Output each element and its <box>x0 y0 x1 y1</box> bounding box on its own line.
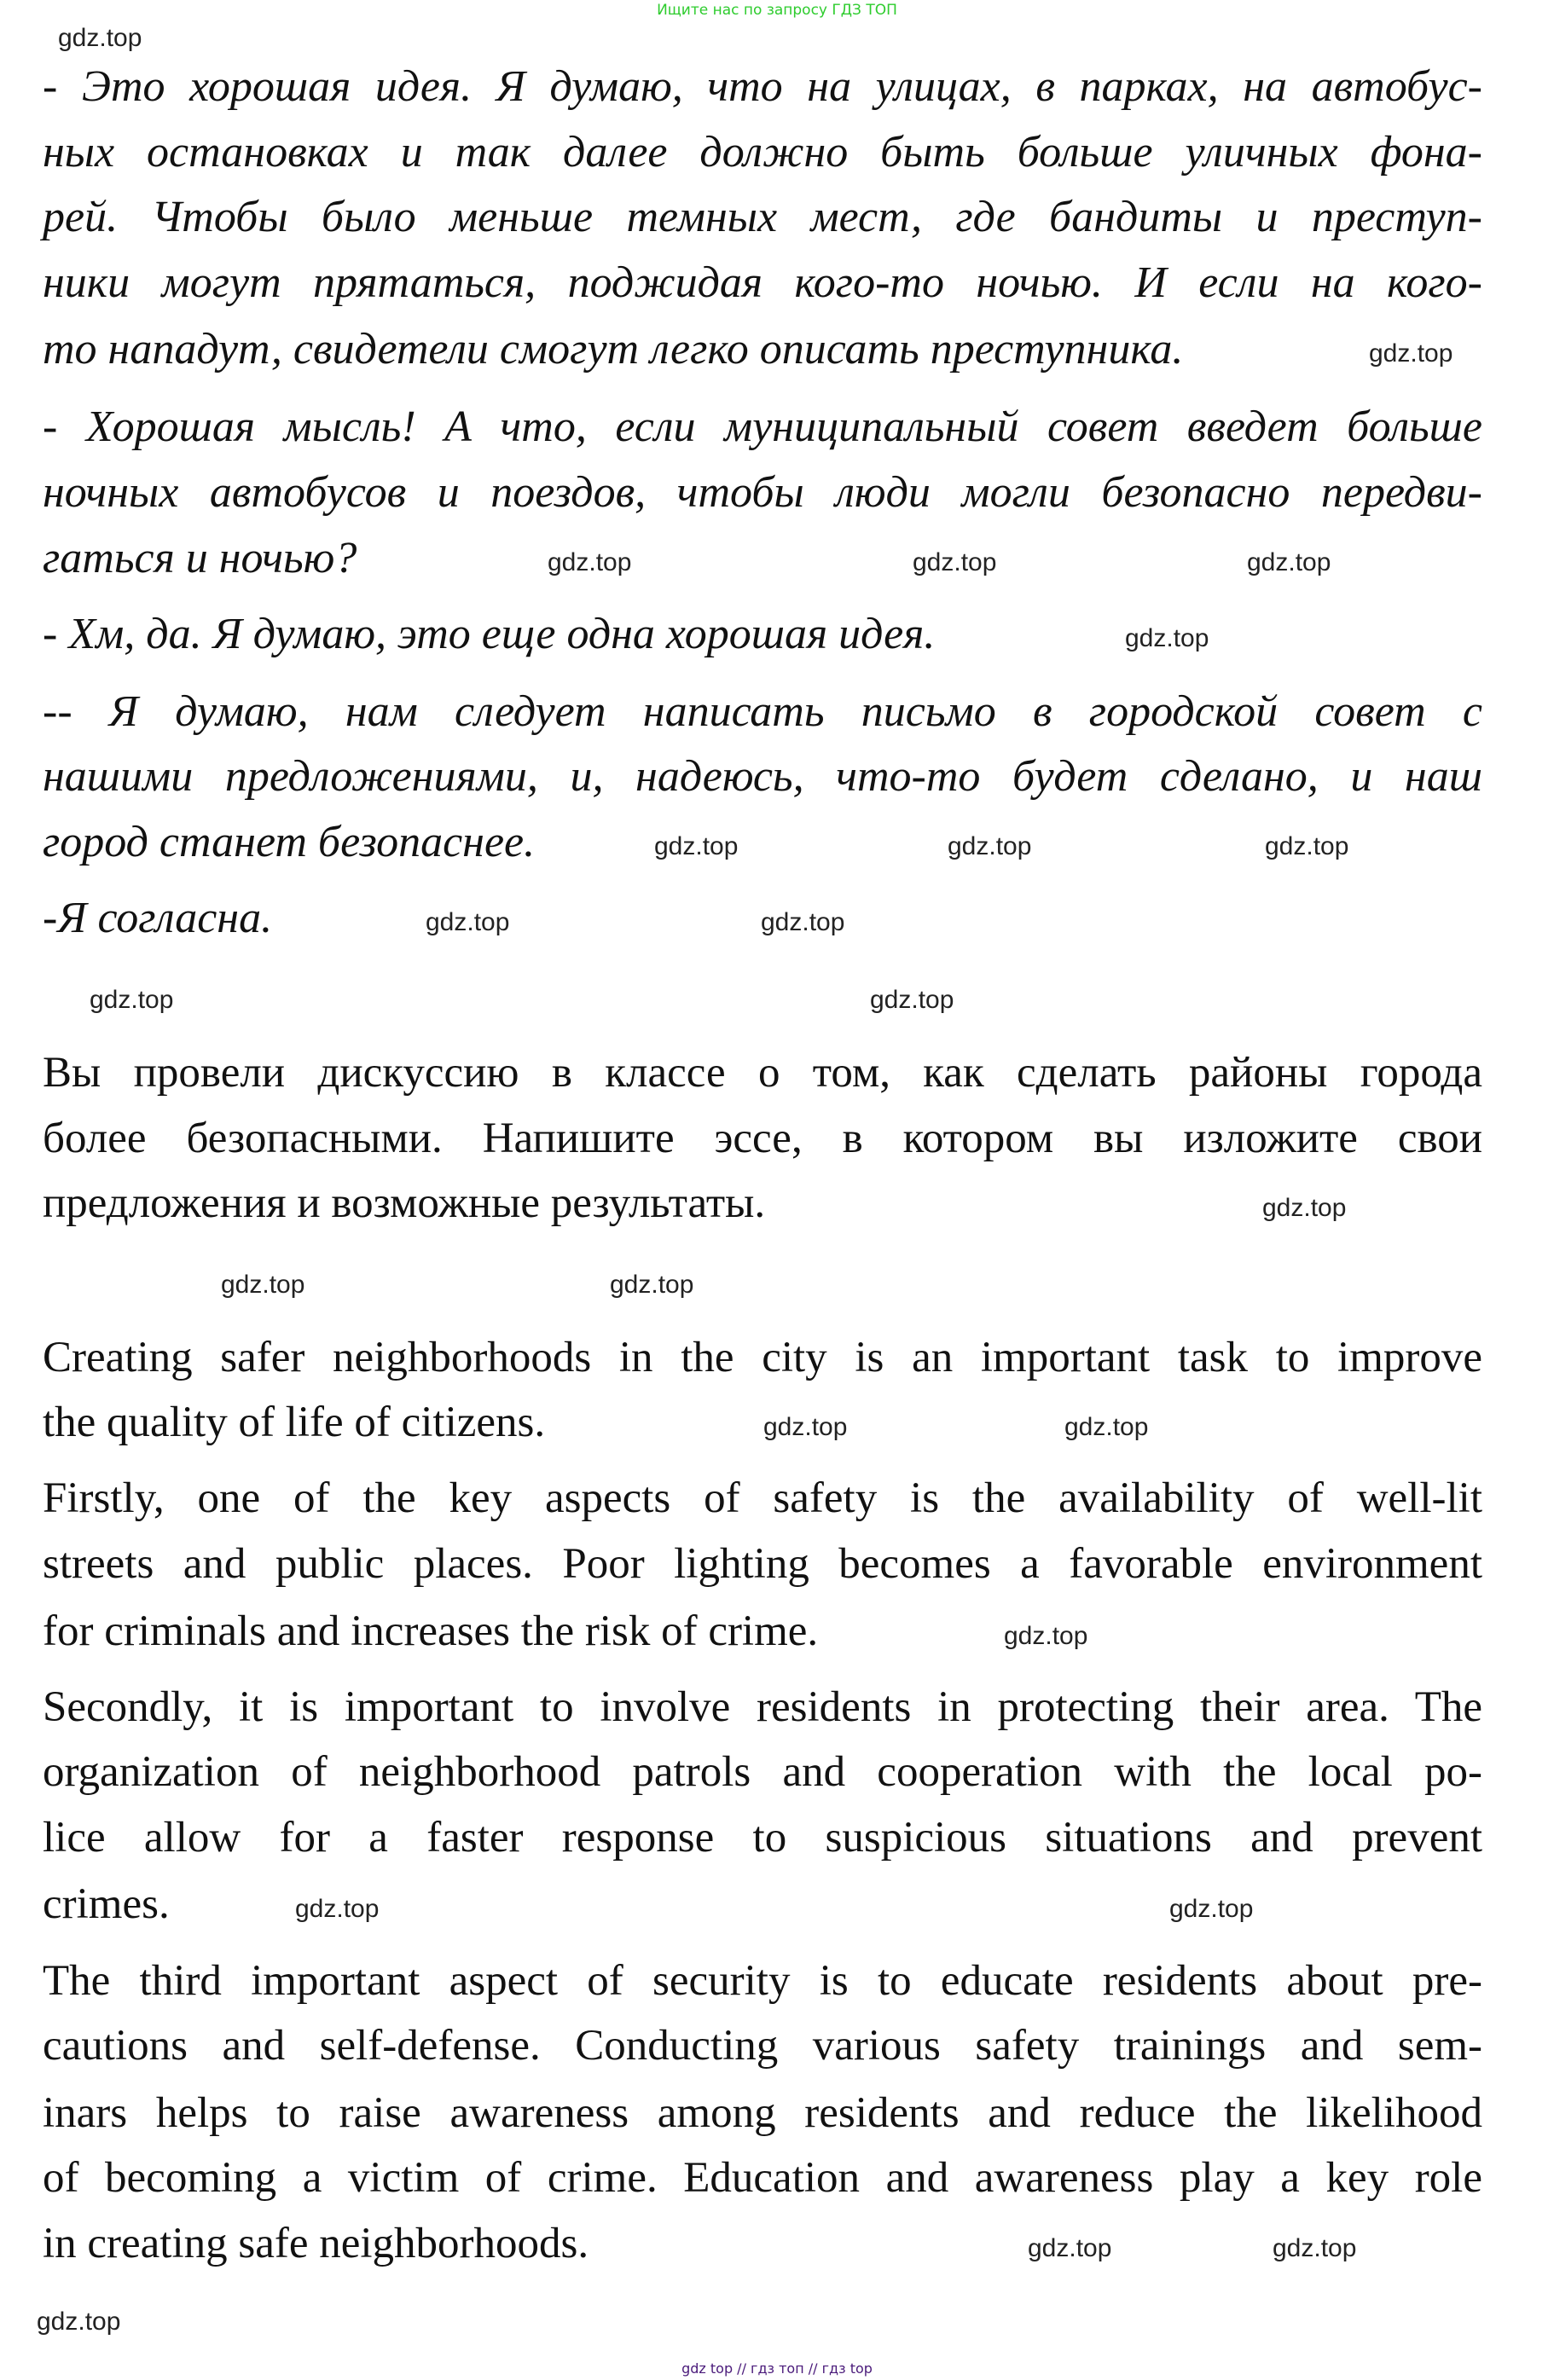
dialogue-line: - Хорошая мысль! А что, если муниципальный совет введет больше <box>43 402 1482 451</box>
dialogue-line: -Я согласна. <box>43 894 273 942</box>
watermark: gdz.top <box>1262 1194 1347 1222</box>
dialogue-line: ники могут прятаться, поджидая кого-то ночью. И если на кого- <box>43 258 1482 307</box>
task-line: предложения и возможные результаты. <box>43 1179 766 1227</box>
dialogue-line: - Это хорошая идея. Я думаю, что на улицах, в парках, на автобус- <box>43 62 1482 111</box>
essay-line: Creating safer neighborhoods in the city is an important task to improve <box>43 1334 1482 1381</box>
watermark: gdz.top <box>1273 2234 1357 2262</box>
watermark: gdz.top <box>761 908 845 936</box>
watermark: gdz.top <box>1125 624 1209 652</box>
task-line: более безопасными. Напишите эссе, в котором вы изложите свои <box>43 1115 1482 1162</box>
dialogue-line: -- Я думаю, нам следует написать письмо в городской совет с <box>43 687 1482 736</box>
watermark: gdz.top <box>870 986 954 1014</box>
essay-line: in creating safe neighborhoods. <box>43 2220 589 2267</box>
essay-line: organization of neighborhood patrols and cooperation with the local po- <box>43 1748 1482 1796</box>
footer-banner[interactable]: gdz top // гдз топ // гдз top <box>681 2360 873 2377</box>
dialogue-line: ных остановках и так далее должно быть больше уличных фона- <box>43 128 1482 177</box>
essay-line: streets and public places. Poor lighting becomes a favorable environment <box>43 1540 1482 1588</box>
watermark: gdz.top <box>1028 2234 1112 2262</box>
watermark: gdz.top <box>295 1895 380 1923</box>
dialogue-line: то нападут, свидетели смогут легко описать преступника. <box>43 325 1184 374</box>
watermark: gdz.top <box>763 1413 848 1441</box>
watermark: gdz.top <box>1247 548 1331 576</box>
dialogue-line: нашими предложениями, и, надеюсь, что-то будет сделано, и наш <box>43 752 1482 801</box>
dialogue-line: - Хм, да. Я думаю, это еще одна хорошая идея. <box>43 610 936 658</box>
watermark: gdz.top <box>90 986 174 1014</box>
essay-line: lice allow for a faster response to suspicious situations and prevent <box>43 1814 1482 1862</box>
essay-line: for criminals and increases the risk of crime. <box>43 1607 819 1655</box>
watermark: gdz.top <box>654 832 739 860</box>
essay-line: Firstly, one of the key aspects of safety is the availability of well-lit <box>43 1474 1482 1522</box>
watermark: gdz.top <box>1004 1622 1088 1650</box>
watermark: gdz.top <box>948 832 1032 860</box>
watermark: gdz.top <box>1169 1895 1254 1923</box>
essay-line: Secondly, it is important to involve residents in protecting their area. The <box>43 1683 1482 1731</box>
dialogue-line: рей. Чтобы было меньше темных мест, где бандиты и преступ- <box>43 193 1482 241</box>
watermark: gdz.top <box>1064 1413 1149 1441</box>
task-line: Вы провели дискуссию в классе о том, как сделать районы города <box>43 1049 1482 1097</box>
essay-line: the quality of life of citizens. <box>43 1398 546 1446</box>
essay-line: cautions and self-defense. Conducting various safety trainings and sem- <box>43 2022 1482 2070</box>
essay-line: crimes. <box>43 1880 170 1928</box>
dialogue-line: ночных автобусов и поездов, чтобы люди могли безопасно передви- <box>43 468 1482 517</box>
dialogue-line: город станет безопаснее. <box>43 818 536 866</box>
essay-line: The third important aspect of security is to educate residents about pre- <box>43 1957 1482 2005</box>
watermark: gdz.top <box>37 2308 121 2336</box>
header-banner[interactable]: Ищите нас по запросу ГДЗ ТОП <box>657 2 897 19</box>
essay-line: inars helps to raise awareness among residents and reduce the likelihood <box>43 2089 1482 2137</box>
watermark: gdz.top <box>58 24 142 52</box>
watermark: gdz.top <box>426 908 510 936</box>
watermark: gdz.top <box>548 548 632 576</box>
watermark: gdz.top <box>610 1271 694 1299</box>
watermark: gdz.top <box>913 548 997 576</box>
essay-line: of becoming a victim of crime. Education and awareness play a key role <box>43 2154 1482 2202</box>
watermark: gdz.top <box>221 1271 305 1299</box>
watermark: gdz.top <box>1265 832 1349 860</box>
dialogue-line: гаться и ночью? <box>43 534 357 582</box>
watermark: gdz.top <box>1369 339 1453 368</box>
